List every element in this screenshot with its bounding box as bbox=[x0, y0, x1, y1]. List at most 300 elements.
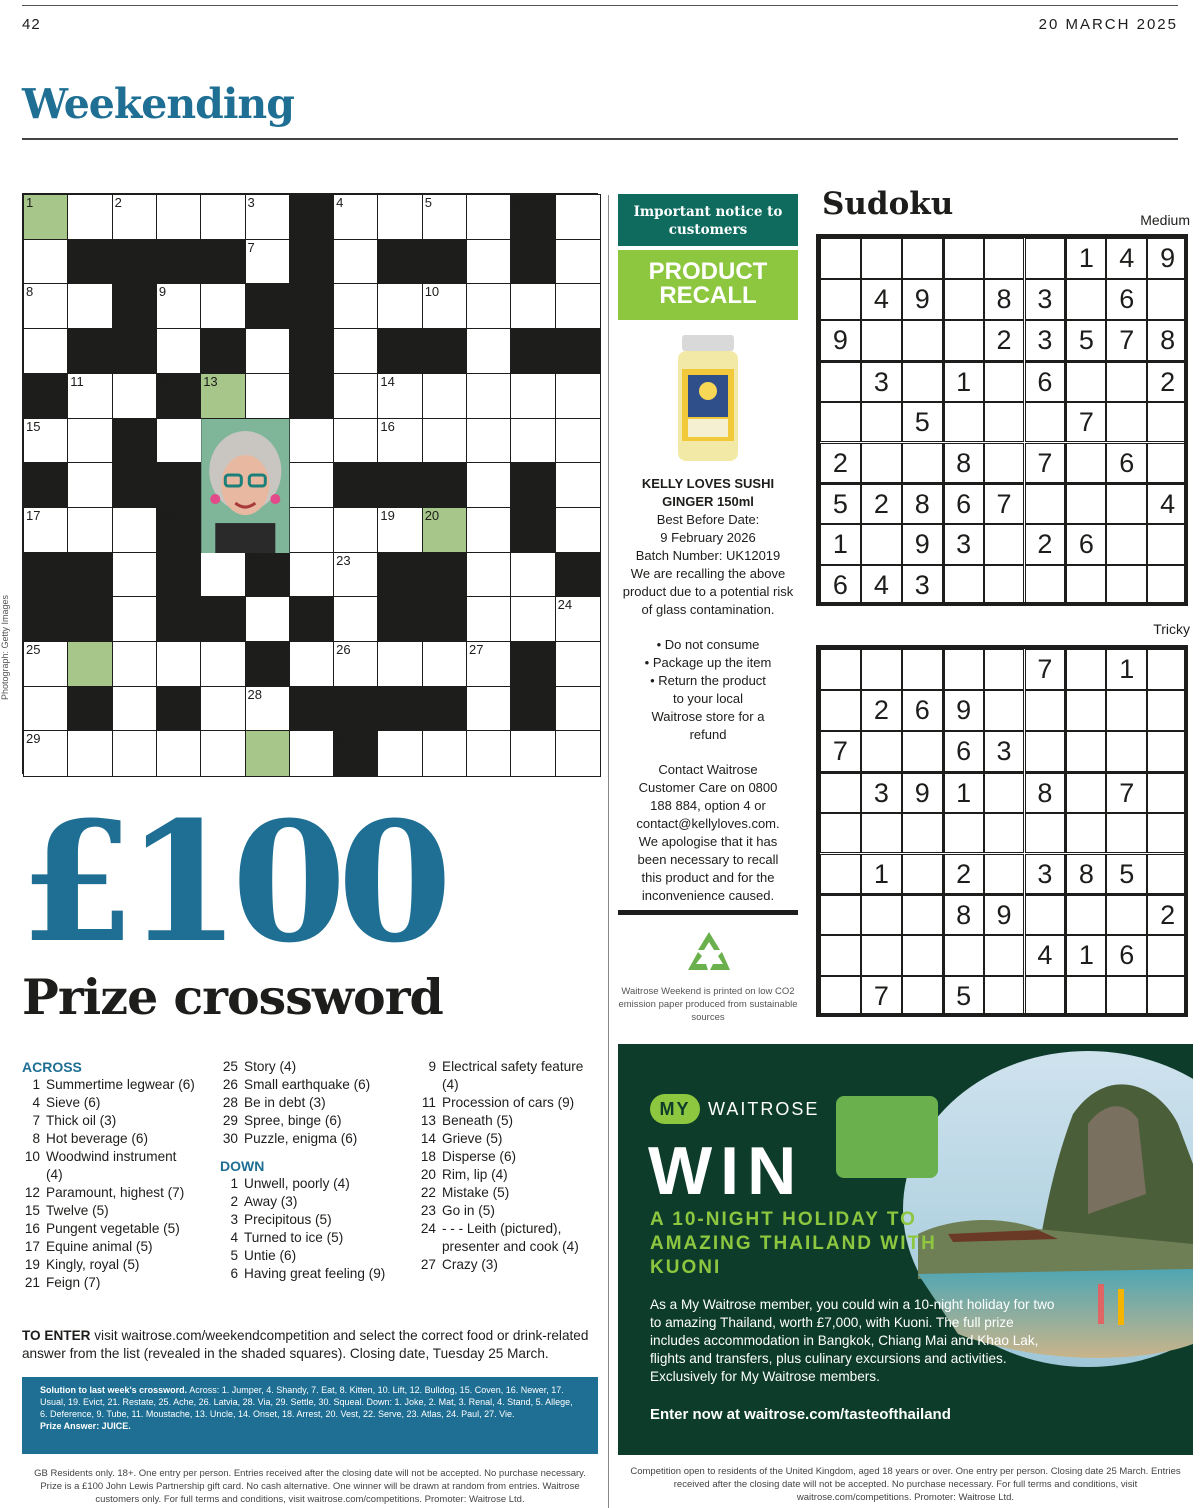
sudoku-cell[interactable] bbox=[1147, 813, 1188, 854]
sudoku-cell[interactable] bbox=[902, 894, 943, 935]
crossword-block bbox=[423, 687, 467, 732]
sudoku-given: 8 bbox=[902, 483, 943, 524]
clue-number: 8 bbox=[26, 284, 34, 300]
crossword-cell[interactable] bbox=[556, 284, 600, 329]
advert-body: As a My Waitrose member, you could win a 10-night holiday for two to amazing Thailand, worth £7,000, with Kuoni. The full prize includes accommodation in Bangkok, Chiang Mai and Khao Lak, flights and transfers, plus culinary excursions and activities. Exclusively for My Waitrose members. bbox=[650, 1297, 1055, 1384]
sudoku-cell[interactable] bbox=[1147, 690, 1188, 731]
sudoku-cell[interactable] bbox=[902, 976, 943, 1017]
sudoku-cell[interactable] bbox=[984, 361, 1025, 402]
sudoku-cell[interactable] bbox=[1025, 483, 1066, 524]
top-bar bbox=[22, 5, 1178, 35]
sudoku-cell[interactable] bbox=[902, 361, 943, 402]
clue bbox=[22, 1094, 212, 1112]
crossword-block bbox=[24, 463, 68, 508]
crossword-block bbox=[201, 597, 245, 642]
sudoku-cell[interactable] bbox=[1106, 565, 1147, 606]
crossword-cell[interactable] bbox=[467, 419, 511, 464]
crossword-cell[interactable] bbox=[113, 374, 157, 419]
crossword-cell[interactable] bbox=[556, 597, 600, 642]
sudoku-cell[interactable] bbox=[902, 649, 943, 690]
sudoku-given: 3 bbox=[861, 772, 902, 813]
clue-text: Untie (6) bbox=[244, 1248, 297, 1263]
crossword-cell[interactable] bbox=[157, 284, 201, 329]
sudoku-given: 7 bbox=[1025, 443, 1066, 484]
crossword-block bbox=[113, 419, 157, 464]
crossword-cell[interactable] bbox=[378, 642, 422, 687]
crossword-cell[interactable] bbox=[556, 463, 600, 508]
my-waitrose-advert[interactable] bbox=[618, 1044, 1193, 1455]
sudoku-cell[interactable] bbox=[984, 238, 1025, 279]
sudoku-given: 1 bbox=[943, 361, 984, 402]
sudoku-cell[interactable] bbox=[861, 813, 902, 854]
crossword-block bbox=[511, 642, 555, 687]
clue-text: Disperse (6) bbox=[442, 1149, 517, 1164]
sudoku-cell[interactable] bbox=[943, 320, 984, 361]
crossword-cell[interactable] bbox=[113, 642, 157, 687]
crossword-cell[interactable] bbox=[467, 463, 511, 508]
crossword-cell[interactable] bbox=[246, 687, 290, 732]
clue-num: 24 bbox=[420, 1221, 436, 1236]
sudoku-cell[interactable] bbox=[902, 238, 943, 279]
sudoku-cell[interactable] bbox=[984, 565, 1025, 606]
crossword-cell[interactable] bbox=[467, 240, 511, 285]
sudoku-title: Sudoku bbox=[822, 186, 954, 222]
sudoku-cell[interactable] bbox=[1065, 443, 1106, 484]
crossword-block bbox=[511, 329, 555, 374]
sudoku-cell[interactable] bbox=[861, 524, 902, 565]
crossword-cell[interactable] bbox=[334, 240, 378, 285]
crossword-cell[interactable] bbox=[157, 731, 201, 776]
crossword-cell[interactable] bbox=[378, 731, 422, 776]
sudoku-given: 7 bbox=[1065, 402, 1106, 443]
crossword-cell[interactable] bbox=[378, 508, 422, 553]
sudoku-cell[interactable] bbox=[1025, 813, 1066, 854]
clue bbox=[418, 1202, 608, 1220]
crossword-cell[interactable] bbox=[246, 195, 290, 240]
sudoku-grid-tricky[interactable] bbox=[816, 645, 1188, 1017]
sudoku-cell[interactable] bbox=[1065, 772, 1106, 813]
sudoku-given: 7 bbox=[984, 483, 1025, 524]
sudoku-cell[interactable] bbox=[1025, 690, 1066, 731]
crossword-cell[interactable] bbox=[467, 731, 511, 776]
crossword-cell[interactable] bbox=[334, 374, 378, 419]
crossword-cell[interactable] bbox=[511, 731, 555, 776]
crossword-cell[interactable] bbox=[201, 374, 245, 419]
crossword-cell[interactable] bbox=[24, 284, 68, 329]
prize-amount: £100 bbox=[20, 785, 444, 979]
clue-number: 28 bbox=[247, 686, 262, 702]
sudoku-cell[interactable] bbox=[1025, 894, 1066, 935]
crossword-cell[interactable] bbox=[467, 508, 511, 553]
crossword-cell[interactable] bbox=[334, 329, 378, 374]
sudoku-cell[interactable] bbox=[1147, 402, 1188, 443]
sudoku-given: 1 bbox=[861, 854, 902, 895]
difficulty-tricky: Tricky bbox=[1153, 621, 1190, 637]
crossword-cell[interactable] bbox=[378, 284, 422, 329]
sudoku-given: 4 bbox=[1147, 483, 1188, 524]
crossword-cell[interactable] bbox=[290, 508, 334, 553]
clue-number: 24 bbox=[557, 597, 573, 613]
crossword-cell[interactable] bbox=[68, 284, 112, 329]
sudoku-cell[interactable] bbox=[1106, 894, 1147, 935]
sudoku-cell[interactable] bbox=[861, 402, 902, 443]
crossword-cell[interactable] bbox=[157, 419, 201, 464]
crossword-cell[interactable] bbox=[68, 419, 112, 464]
sudoku-cell[interactable] bbox=[902, 731, 943, 772]
clue bbox=[220, 1247, 410, 1265]
crossword-block bbox=[511, 195, 555, 240]
crossword-cell[interactable] bbox=[556, 731, 600, 776]
clue-text: Kingly, royal (5) bbox=[46, 1257, 140, 1272]
crossword-cell[interactable] bbox=[68, 508, 112, 553]
crossword-cell[interactable] bbox=[378, 374, 422, 419]
sudoku-cell[interactable] bbox=[1065, 894, 1106, 935]
crossword-cell[interactable] bbox=[201, 642, 245, 687]
sudoku-cell[interactable] bbox=[984, 690, 1025, 731]
clue-number: 10 bbox=[424, 284, 440, 300]
sudoku-given: 8 bbox=[1147, 320, 1188, 361]
crossword-cell[interactable] bbox=[24, 329, 68, 374]
clue-num: 23 bbox=[420, 1203, 436, 1218]
crossword-cell[interactable] bbox=[68, 463, 112, 508]
crossword-cell[interactable] bbox=[423, 731, 467, 776]
sudoku-cell[interactable] bbox=[861, 320, 902, 361]
crossword-cell[interactable] bbox=[246, 374, 290, 419]
crossword-cell[interactable] bbox=[113, 195, 157, 240]
sudoku-given: 1 bbox=[943, 772, 984, 813]
clue-number: 3 bbox=[247, 195, 255, 210]
crossword-cell[interactable] bbox=[334, 508, 378, 553]
crossword-block bbox=[113, 284, 157, 329]
sudoku-cell[interactable] bbox=[861, 238, 902, 279]
clue-number: 17 bbox=[26, 507, 41, 523]
sudoku-cell[interactable] bbox=[820, 772, 861, 813]
crossword-cell[interactable] bbox=[556, 687, 600, 732]
sudoku-cell[interactable] bbox=[1147, 772, 1188, 813]
crossword-cell[interactable] bbox=[201, 553, 245, 598]
sudoku-cell[interactable] bbox=[1106, 524, 1147, 565]
crossword-cell[interactable] bbox=[556, 240, 600, 285]
crossword-cell[interactable] bbox=[113, 731, 157, 776]
crossword-cell[interactable] bbox=[423, 284, 467, 329]
clue-text: Turned to ice (5) bbox=[244, 1230, 344, 1245]
crossword-cell[interactable] bbox=[467, 597, 511, 642]
clue bbox=[22, 1238, 212, 1256]
crossword-cell[interactable] bbox=[423, 508, 467, 553]
sudoku-cell[interactable] bbox=[1065, 361, 1106, 402]
crossword-block bbox=[378, 553, 422, 598]
sudoku-cell[interactable] bbox=[943, 238, 984, 279]
crossword-cell[interactable] bbox=[24, 731, 68, 776]
sudoku-cell[interactable] bbox=[1065, 565, 1106, 606]
crossword-cell[interactable] bbox=[68, 731, 112, 776]
sudoku-cell[interactable] bbox=[984, 524, 1025, 565]
crossword-cell[interactable] bbox=[467, 329, 511, 374]
crossword-grid[interactable] bbox=[22, 193, 598, 774]
sudoku-cell[interactable] bbox=[820, 402, 861, 443]
crossword-cell[interactable] bbox=[334, 597, 378, 642]
crossword-block bbox=[157, 687, 201, 732]
crossword-cell[interactable] bbox=[24, 687, 68, 732]
crossword-cell[interactable] bbox=[511, 597, 555, 642]
sudoku-cell[interactable] bbox=[943, 402, 984, 443]
sudoku-cell[interactable] bbox=[1065, 813, 1106, 854]
prize-answer: Prize Answer: JUICE. bbox=[40, 1421, 131, 1431]
crossword-cell[interactable] bbox=[246, 240, 290, 285]
crossword-cell[interactable] bbox=[113, 508, 157, 553]
sudoku-cell[interactable] bbox=[1065, 649, 1106, 690]
crossword-cell[interactable] bbox=[157, 642, 201, 687]
crossword-block bbox=[24, 374, 68, 419]
sudoku-cell[interactable] bbox=[1147, 279, 1188, 320]
crossword-cell[interactable] bbox=[246, 597, 290, 642]
sudoku-given: 6 bbox=[1065, 524, 1106, 565]
sudoku-cell[interactable] bbox=[1147, 976, 1188, 1017]
recycle-icon bbox=[684, 930, 734, 974]
sudoku-grid-medium[interactable] bbox=[816, 234, 1188, 606]
crossword-cell[interactable] bbox=[467, 553, 511, 598]
clue bbox=[418, 1112, 608, 1130]
crossword-cell[interactable] bbox=[68, 642, 112, 687]
crossword-cell[interactable] bbox=[68, 374, 112, 419]
crossword-cell[interactable] bbox=[157, 329, 201, 374]
down-heading: DOWN bbox=[220, 1158, 265, 1174]
to-enter-text: visit waitrose.com/weekendcompetition and select the correct food or drink-related answer from the list (revealed in the shaded squares). Closing date, Tuesday 25 March. bbox=[22, 1328, 589, 1361]
sudoku-cell[interactable] bbox=[861, 731, 902, 772]
sudoku-cell[interactable] bbox=[902, 320, 943, 361]
sudoku-cell[interactable] bbox=[1106, 976, 1147, 1017]
crossword-cell[interactable] bbox=[24, 240, 68, 285]
clue bbox=[220, 1265, 410, 1283]
crossword-cell[interactable] bbox=[511, 553, 555, 598]
crossword-block bbox=[556, 553, 600, 598]
crossword-cell[interactable] bbox=[467, 374, 511, 419]
sudoku-cell[interactable] bbox=[1147, 443, 1188, 484]
clue-number: 7 bbox=[247, 239, 255, 255]
sudoku-cell[interactable] bbox=[861, 649, 902, 690]
crossword-cell[interactable] bbox=[378, 195, 422, 240]
sudoku-cell[interactable] bbox=[1147, 649, 1188, 690]
crossword-cell[interactable] bbox=[467, 642, 511, 687]
crossword-cell[interactable] bbox=[511, 419, 555, 464]
clue-text: Procession of cars (9) bbox=[442, 1095, 575, 1110]
sudoku-cell[interactable] bbox=[1147, 565, 1188, 606]
sudoku-cell[interactable] bbox=[1106, 690, 1147, 731]
crossword-cell[interactable] bbox=[290, 731, 334, 776]
sudoku-cell[interactable] bbox=[820, 690, 861, 731]
crossword-cell[interactable] bbox=[334, 195, 378, 240]
sudoku-cell[interactable] bbox=[1106, 483, 1147, 524]
crossword-cell[interactable] bbox=[201, 687, 245, 732]
sudoku-cell[interactable] bbox=[902, 854, 943, 895]
clue-num: 4 bbox=[230, 1230, 238, 1245]
sudoku-cell[interactable] bbox=[820, 976, 861, 1017]
sudoku-given: 3 bbox=[984, 731, 1025, 772]
crossword-cell[interactable] bbox=[511, 374, 555, 419]
sudoku-cell[interactable] bbox=[820, 813, 861, 854]
crossword-block bbox=[378, 329, 422, 374]
crossword-cell[interactable] bbox=[556, 374, 600, 419]
sudoku-cell[interactable] bbox=[1106, 402, 1147, 443]
sudoku-cell[interactable] bbox=[943, 935, 984, 976]
crossword-cell[interactable] bbox=[334, 284, 378, 329]
recall-step: • Package up the item bbox=[644, 655, 772, 670]
crossword-cell[interactable] bbox=[423, 195, 467, 240]
crossword-cell[interactable] bbox=[467, 195, 511, 240]
clue-text: Feign (7) bbox=[46, 1275, 101, 1290]
crossword-cell[interactable] bbox=[201, 731, 245, 776]
crossword-cell[interactable] bbox=[113, 597, 157, 642]
crossword-block bbox=[423, 240, 467, 285]
sudoku-cell[interactable] bbox=[820, 361, 861, 402]
sudoku-cell[interactable] bbox=[1065, 483, 1106, 524]
sudoku-cell[interactable] bbox=[943, 565, 984, 606]
prize-crossword-title: Prize crossword bbox=[22, 968, 443, 1026]
crossword-cell[interactable] bbox=[467, 284, 511, 329]
sudoku-cell[interactable] bbox=[1065, 731, 1106, 772]
sudoku-given: 3 bbox=[1025, 279, 1066, 320]
sudoku-cell[interactable] bbox=[1025, 731, 1066, 772]
sudoku-cell[interactable] bbox=[902, 443, 943, 484]
crossword-cell[interactable] bbox=[24, 419, 68, 464]
crossword-cell[interactable] bbox=[68, 195, 112, 240]
sudoku-cell[interactable] bbox=[1025, 402, 1066, 443]
sudoku-cell[interactable] bbox=[1106, 361, 1147, 402]
crossword-cell[interactable] bbox=[556, 642, 600, 687]
crossword-block bbox=[68, 240, 112, 285]
crossword-cell[interactable] bbox=[290, 419, 334, 464]
clue bbox=[220, 1175, 410, 1193]
crossword-cell[interactable] bbox=[334, 553, 378, 598]
sudoku-given: 9 bbox=[902, 772, 943, 813]
crossword-cell[interactable] bbox=[290, 463, 334, 508]
clue-num: 27 bbox=[420, 1257, 436, 1272]
sudoku-cell[interactable] bbox=[984, 854, 1025, 895]
sudoku-cell[interactable] bbox=[820, 238, 861, 279]
crossword-cell[interactable] bbox=[290, 553, 334, 598]
crossword-cell[interactable] bbox=[246, 731, 290, 776]
sudoku-cell[interactable] bbox=[1025, 565, 1066, 606]
crossword-cell[interactable] bbox=[24, 508, 68, 553]
sudoku-cell[interactable] bbox=[1147, 935, 1188, 976]
sudoku-cell[interactable] bbox=[1025, 238, 1066, 279]
enter-link[interactable]: Enter now at waitrose.com/tasteofthailand bbox=[650, 1406, 951, 1423]
sudoku-cell[interactable] bbox=[1065, 279, 1106, 320]
clue-text: Pungent vegetable (5) bbox=[46, 1221, 180, 1236]
crossword-cell[interactable] bbox=[423, 419, 467, 464]
sudoku-cell[interactable] bbox=[984, 772, 1025, 813]
sudoku-cell[interactable] bbox=[1147, 854, 1188, 895]
crossword-cell[interactable] bbox=[24, 195, 68, 240]
sudoku-cell[interactable] bbox=[861, 894, 902, 935]
sudoku-cell[interactable] bbox=[984, 443, 1025, 484]
clue-num: 16 bbox=[24, 1221, 40, 1236]
sudoku-cell[interactable] bbox=[902, 935, 943, 976]
crossword-cell[interactable] bbox=[157, 195, 201, 240]
clue bbox=[22, 1112, 212, 1130]
crossword-cell[interactable] bbox=[290, 642, 334, 687]
sudoku-cell[interactable] bbox=[820, 279, 861, 320]
best-before-label: Best Before Date: bbox=[656, 512, 760, 527]
sudoku-cell[interactable] bbox=[820, 854, 861, 895]
clue-text: Equine animal (5) bbox=[46, 1239, 153, 1254]
crossword-block bbox=[511, 687, 555, 732]
crossword-cell[interactable] bbox=[334, 419, 378, 464]
crossword-cell[interactable] bbox=[423, 374, 467, 419]
notice-banner: Important notice to customers bbox=[618, 194, 798, 246]
clue-number: 4 bbox=[336, 195, 344, 210]
sudoku-cell[interactable] bbox=[1147, 731, 1188, 772]
sudoku-given: 6 bbox=[820, 565, 861, 606]
sudoku-cell[interactable] bbox=[820, 935, 861, 976]
crossword-cell[interactable] bbox=[467, 687, 511, 732]
crossword-cell[interactable] bbox=[201, 195, 245, 240]
crossword-block bbox=[157, 508, 201, 553]
sudoku-cell[interactable] bbox=[984, 402, 1025, 443]
sudoku-cell[interactable] bbox=[861, 443, 902, 484]
crossword-cell[interactable] bbox=[556, 195, 600, 240]
sudoku-cell[interactable] bbox=[820, 649, 861, 690]
sudoku-cell[interactable] bbox=[1065, 976, 1106, 1017]
crossword-block bbox=[290, 374, 334, 419]
sudoku-cell[interactable] bbox=[984, 935, 1025, 976]
entry-instructions bbox=[22, 1327, 602, 1363]
sudoku-cell[interactable] bbox=[1106, 813, 1147, 854]
crossword-block bbox=[113, 463, 157, 508]
sudoku-cell[interactable] bbox=[943, 813, 984, 854]
clue-number: 30 bbox=[336, 731, 351, 747]
crossword-cell[interactable] bbox=[201, 284, 245, 329]
sudoku-cell[interactable] bbox=[861, 935, 902, 976]
sudoku-cell[interactable] bbox=[1065, 690, 1106, 731]
crossword-cell[interactable] bbox=[556, 508, 600, 553]
sudoku-cell[interactable] bbox=[984, 649, 1025, 690]
crossword-terms: GB Residents only. 18+. One entry per person. Entries received after the closing date will not be accepted. No purchase necessary. Prize is a £100 John Lewis Partnership gift card. No cash alternative. One winner will be drawn at random from entries. Waitrose customers only. For full terms and conditions, visit waitrose.com/competitions. Promoter: Waitrose Ltd. bbox=[34, 1468, 586, 1505]
clue-num: 2 bbox=[230, 1194, 238, 1209]
sudoku-cell[interactable] bbox=[984, 976, 1025, 1017]
sudoku-cell[interactable] bbox=[1025, 976, 1066, 1017]
sudoku-given: 5 bbox=[902, 402, 943, 443]
crossword-cell[interactable] bbox=[378, 419, 422, 464]
sudoku-cell[interactable] bbox=[1106, 731, 1147, 772]
sudoku-cell[interactable] bbox=[984, 813, 1025, 854]
crossword-cell[interactable] bbox=[511, 284, 555, 329]
crossword-cell[interactable] bbox=[113, 687, 157, 732]
sudoku-given: 6 bbox=[1106, 279, 1147, 320]
sudoku-cell[interactable] bbox=[943, 649, 984, 690]
crossword-block bbox=[511, 508, 555, 553]
sudoku-cell[interactable] bbox=[820, 894, 861, 935]
sudoku-given: 8 bbox=[984, 279, 1025, 320]
crossword-cell[interactable] bbox=[423, 642, 467, 687]
crossword-cell[interactable] bbox=[113, 553, 157, 598]
loyalty-card-icon bbox=[836, 1096, 938, 1178]
crossword-cell[interactable] bbox=[24, 642, 68, 687]
sudoku-cell[interactable] bbox=[902, 813, 943, 854]
clue-num: 13 bbox=[420, 1113, 436, 1128]
sudoku-given: 7 bbox=[1025, 649, 1066, 690]
clue-number: 6 bbox=[513, 195, 521, 210]
crossword-block bbox=[157, 553, 201, 598]
clue bbox=[220, 1211, 410, 1229]
sudoku-cell[interactable] bbox=[1147, 524, 1188, 565]
crossword-cell[interactable] bbox=[334, 642, 378, 687]
crossword-cell[interactable] bbox=[246, 329, 290, 374]
clue-text: Small earthquake (6) bbox=[244, 1077, 371, 1092]
sudoku-cell[interactable] bbox=[943, 279, 984, 320]
crossword-cell[interactable] bbox=[556, 419, 600, 464]
clue-num: 19 bbox=[24, 1257, 40, 1272]
